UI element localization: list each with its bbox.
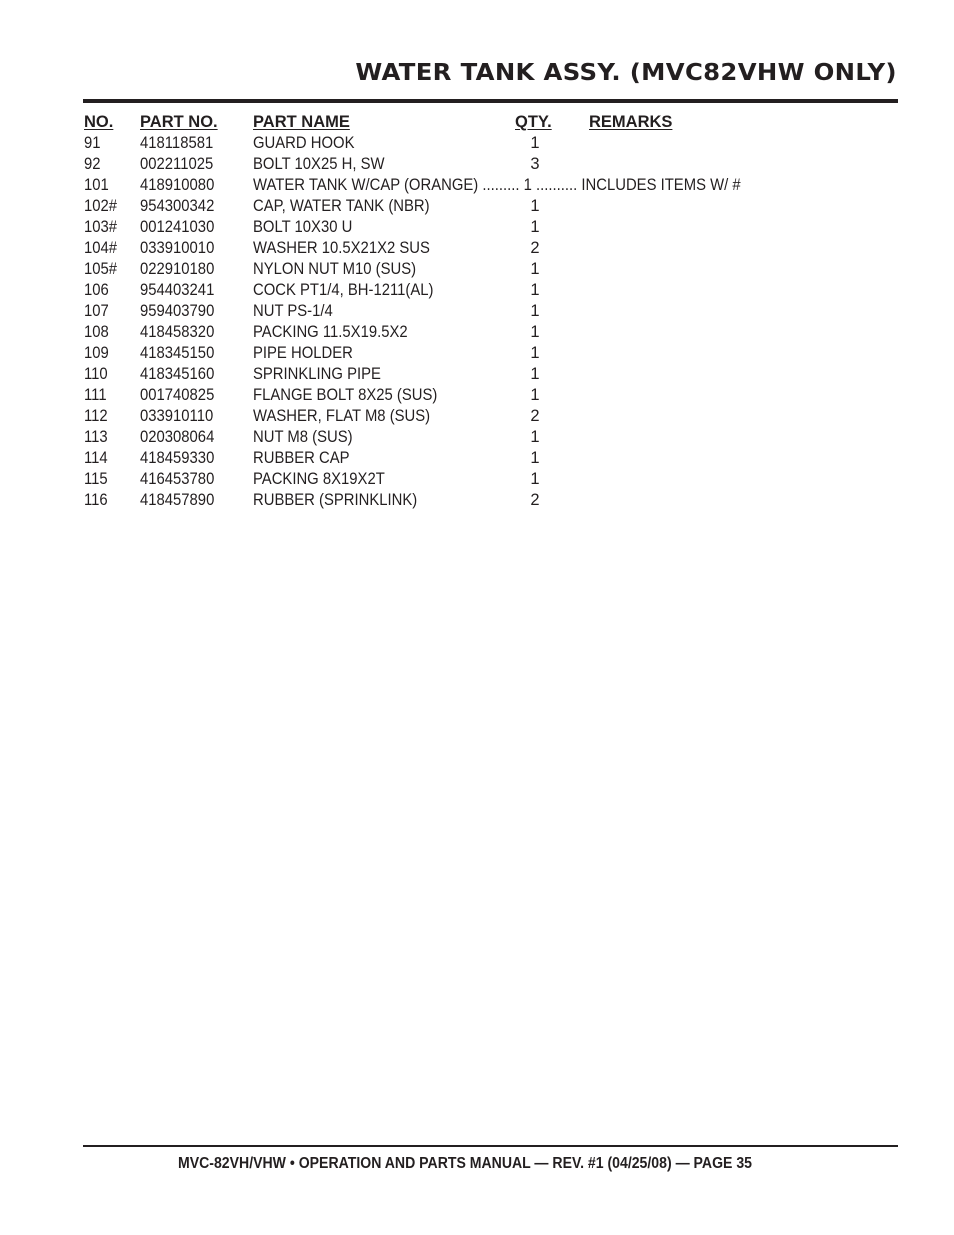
cell-part-name: WASHER, FLAT M8 (SUS) <box>253 407 431 425</box>
cell-part-name: BOLT 10X25 H, SW <box>253 155 385 173</box>
table-row <box>83 301 898 322</box>
cell-no: 105# <box>84 260 118 278</box>
cell-qty: 1 <box>530 197 540 215</box>
footer-text: MVC-82VH/VHW • OPERATION AND PARTS MANUAL — REV. #1 (04/25/08) — PAGE 35 <box>178 1155 752 1172</box>
header-remarks: REMARKS <box>589 113 673 131</box>
cell-part-name: PACKING 8X19X2T <box>253 470 385 488</box>
table-body <box>83 133 898 511</box>
cell-part-name: GUARD HOOK <box>253 134 355 152</box>
cell-no: 104# <box>84 239 118 257</box>
cell-part-name: NUT M8 (SUS) <box>253 428 353 446</box>
cell-qty: 1 <box>530 428 540 446</box>
cell-part-name: WASHER 10.5X21X2 SUS <box>253 239 430 257</box>
cell-no: 109 <box>84 344 109 362</box>
cell-part-no: 001241030 <box>140 218 215 236</box>
cell-part-no: 002211025 <box>140 155 214 173</box>
table-row <box>83 154 898 175</box>
cell-part-name: FLANGE BOLT 8X25 (SUS) <box>253 386 438 404</box>
footer-rule <box>83 1145 898 1147</box>
cell-no: 101 <box>84 176 109 194</box>
cell-qty: 1 <box>530 281 540 299</box>
table-row <box>83 133 898 154</box>
table-row <box>83 343 898 364</box>
cell-qty: 3 <box>530 155 540 173</box>
cell-no: 116 <box>84 491 108 509</box>
table-header-row <box>83 112 898 133</box>
cell-qty: 1 <box>530 134 540 152</box>
cell-part-no: 022910180 <box>140 260 215 278</box>
cell-part-no: 954403241 <box>140 281 215 299</box>
cell-part-name: PIPE HOLDER <box>253 344 353 362</box>
cell-part-name: SPRINKLING PIPE <box>253 365 381 383</box>
cell-part-name: CAP, WATER TANK (NBR) <box>253 197 430 215</box>
cell-no: 114 <box>84 449 108 467</box>
table-row <box>83 280 898 301</box>
table-row <box>83 217 898 238</box>
parts-table <box>83 112 898 511</box>
cell-part-name: NUT PS-1/4 <box>253 302 333 320</box>
cell-no: 107 <box>84 302 109 320</box>
cell-no: 112 <box>84 407 108 425</box>
table-row <box>83 427 898 448</box>
cell-part-name: RUBBER (SPRINKLINK) <box>253 491 418 509</box>
cell-part-name: BOLT 10X30 U <box>253 218 353 236</box>
table-row <box>83 175 898 196</box>
cell-part-no: 418457890 <box>140 491 215 509</box>
cell-part-name: WATER TANK W/CAP (ORANGE) ......... 1 .......... INCLUDES ITEMS W/ # <box>253 176 741 194</box>
table-row <box>83 469 898 490</box>
cell-no: 103# <box>84 218 118 236</box>
cell-qty: 1 <box>530 449 540 467</box>
cell-part-no: 418458320 <box>140 323 215 341</box>
cell-no: 106 <box>84 281 109 299</box>
header-part-name: PART NAME <box>253 113 350 131</box>
cell-part-no: 001740825 <box>140 386 215 404</box>
table-row <box>83 448 898 469</box>
header-rule <box>83 99 898 103</box>
header-part-no: PART NO. <box>140 113 218 131</box>
cell-no: 102# <box>84 197 118 215</box>
page-title: WATER TANK ASSY. (MVC82VHW ONLY) <box>355 60 897 86</box>
cell-part-no: 954300342 <box>140 197 215 215</box>
cell-part-no: 418910080 <box>140 176 215 194</box>
table-row <box>83 364 898 385</box>
cell-qty: 1 <box>530 470 540 488</box>
table-row <box>83 322 898 343</box>
cell-qty: 1 <box>530 365 540 383</box>
table-row <box>83 259 898 280</box>
table-row <box>83 238 898 259</box>
cell-part-no: 418345150 <box>140 344 215 362</box>
cell-no: 91 <box>84 134 101 152</box>
cell-qty: 2 <box>530 491 540 509</box>
cell-qty: 1 <box>530 386 540 404</box>
table-row <box>83 406 898 427</box>
cell-part-no: 418345160 <box>140 365 215 383</box>
header-no: NO. <box>84 113 114 131</box>
cell-part-no: 959403790 <box>140 302 215 320</box>
cell-part-name: COCK PT1/4, BH-1211(AL) <box>253 281 434 299</box>
header-qty: QTY. <box>515 113 552 131</box>
table-row <box>83 196 898 217</box>
cell-qty: 1 <box>530 260 540 278</box>
cell-part-name: NYLON NUT M10 (SUS) <box>253 260 417 278</box>
cell-qty: 1 <box>530 302 540 320</box>
cell-qty: 2 <box>530 407 540 425</box>
cell-qty: 1 <box>530 323 540 341</box>
cell-part-no: 418118581 <box>140 134 214 152</box>
cell-no: 92 <box>84 155 101 173</box>
cell-part-name: RUBBER CAP <box>253 449 350 467</box>
cell-qty: 2 <box>530 239 540 257</box>
table-row <box>83 490 898 511</box>
cell-part-name: PACKING 11.5X19.5X2 <box>253 323 408 341</box>
cell-no: 108 <box>84 323 109 341</box>
cell-part-no: 418459330 <box>140 449 215 467</box>
cell-no: 111 <box>84 386 107 404</box>
cell-part-no: 033910010 <box>140 239 215 257</box>
cell-part-no: 033910110 <box>140 407 214 425</box>
cell-part-no: 416453780 <box>140 470 215 488</box>
cell-qty: 1 <box>530 344 540 362</box>
cell-no: 113 <box>84 428 108 446</box>
cell-no: 115 <box>84 470 108 488</box>
cell-part-no: 020308064 <box>140 428 215 446</box>
cell-no: 110 <box>84 365 108 383</box>
cell-qty: 1 <box>530 218 540 236</box>
table-row <box>83 385 898 406</box>
